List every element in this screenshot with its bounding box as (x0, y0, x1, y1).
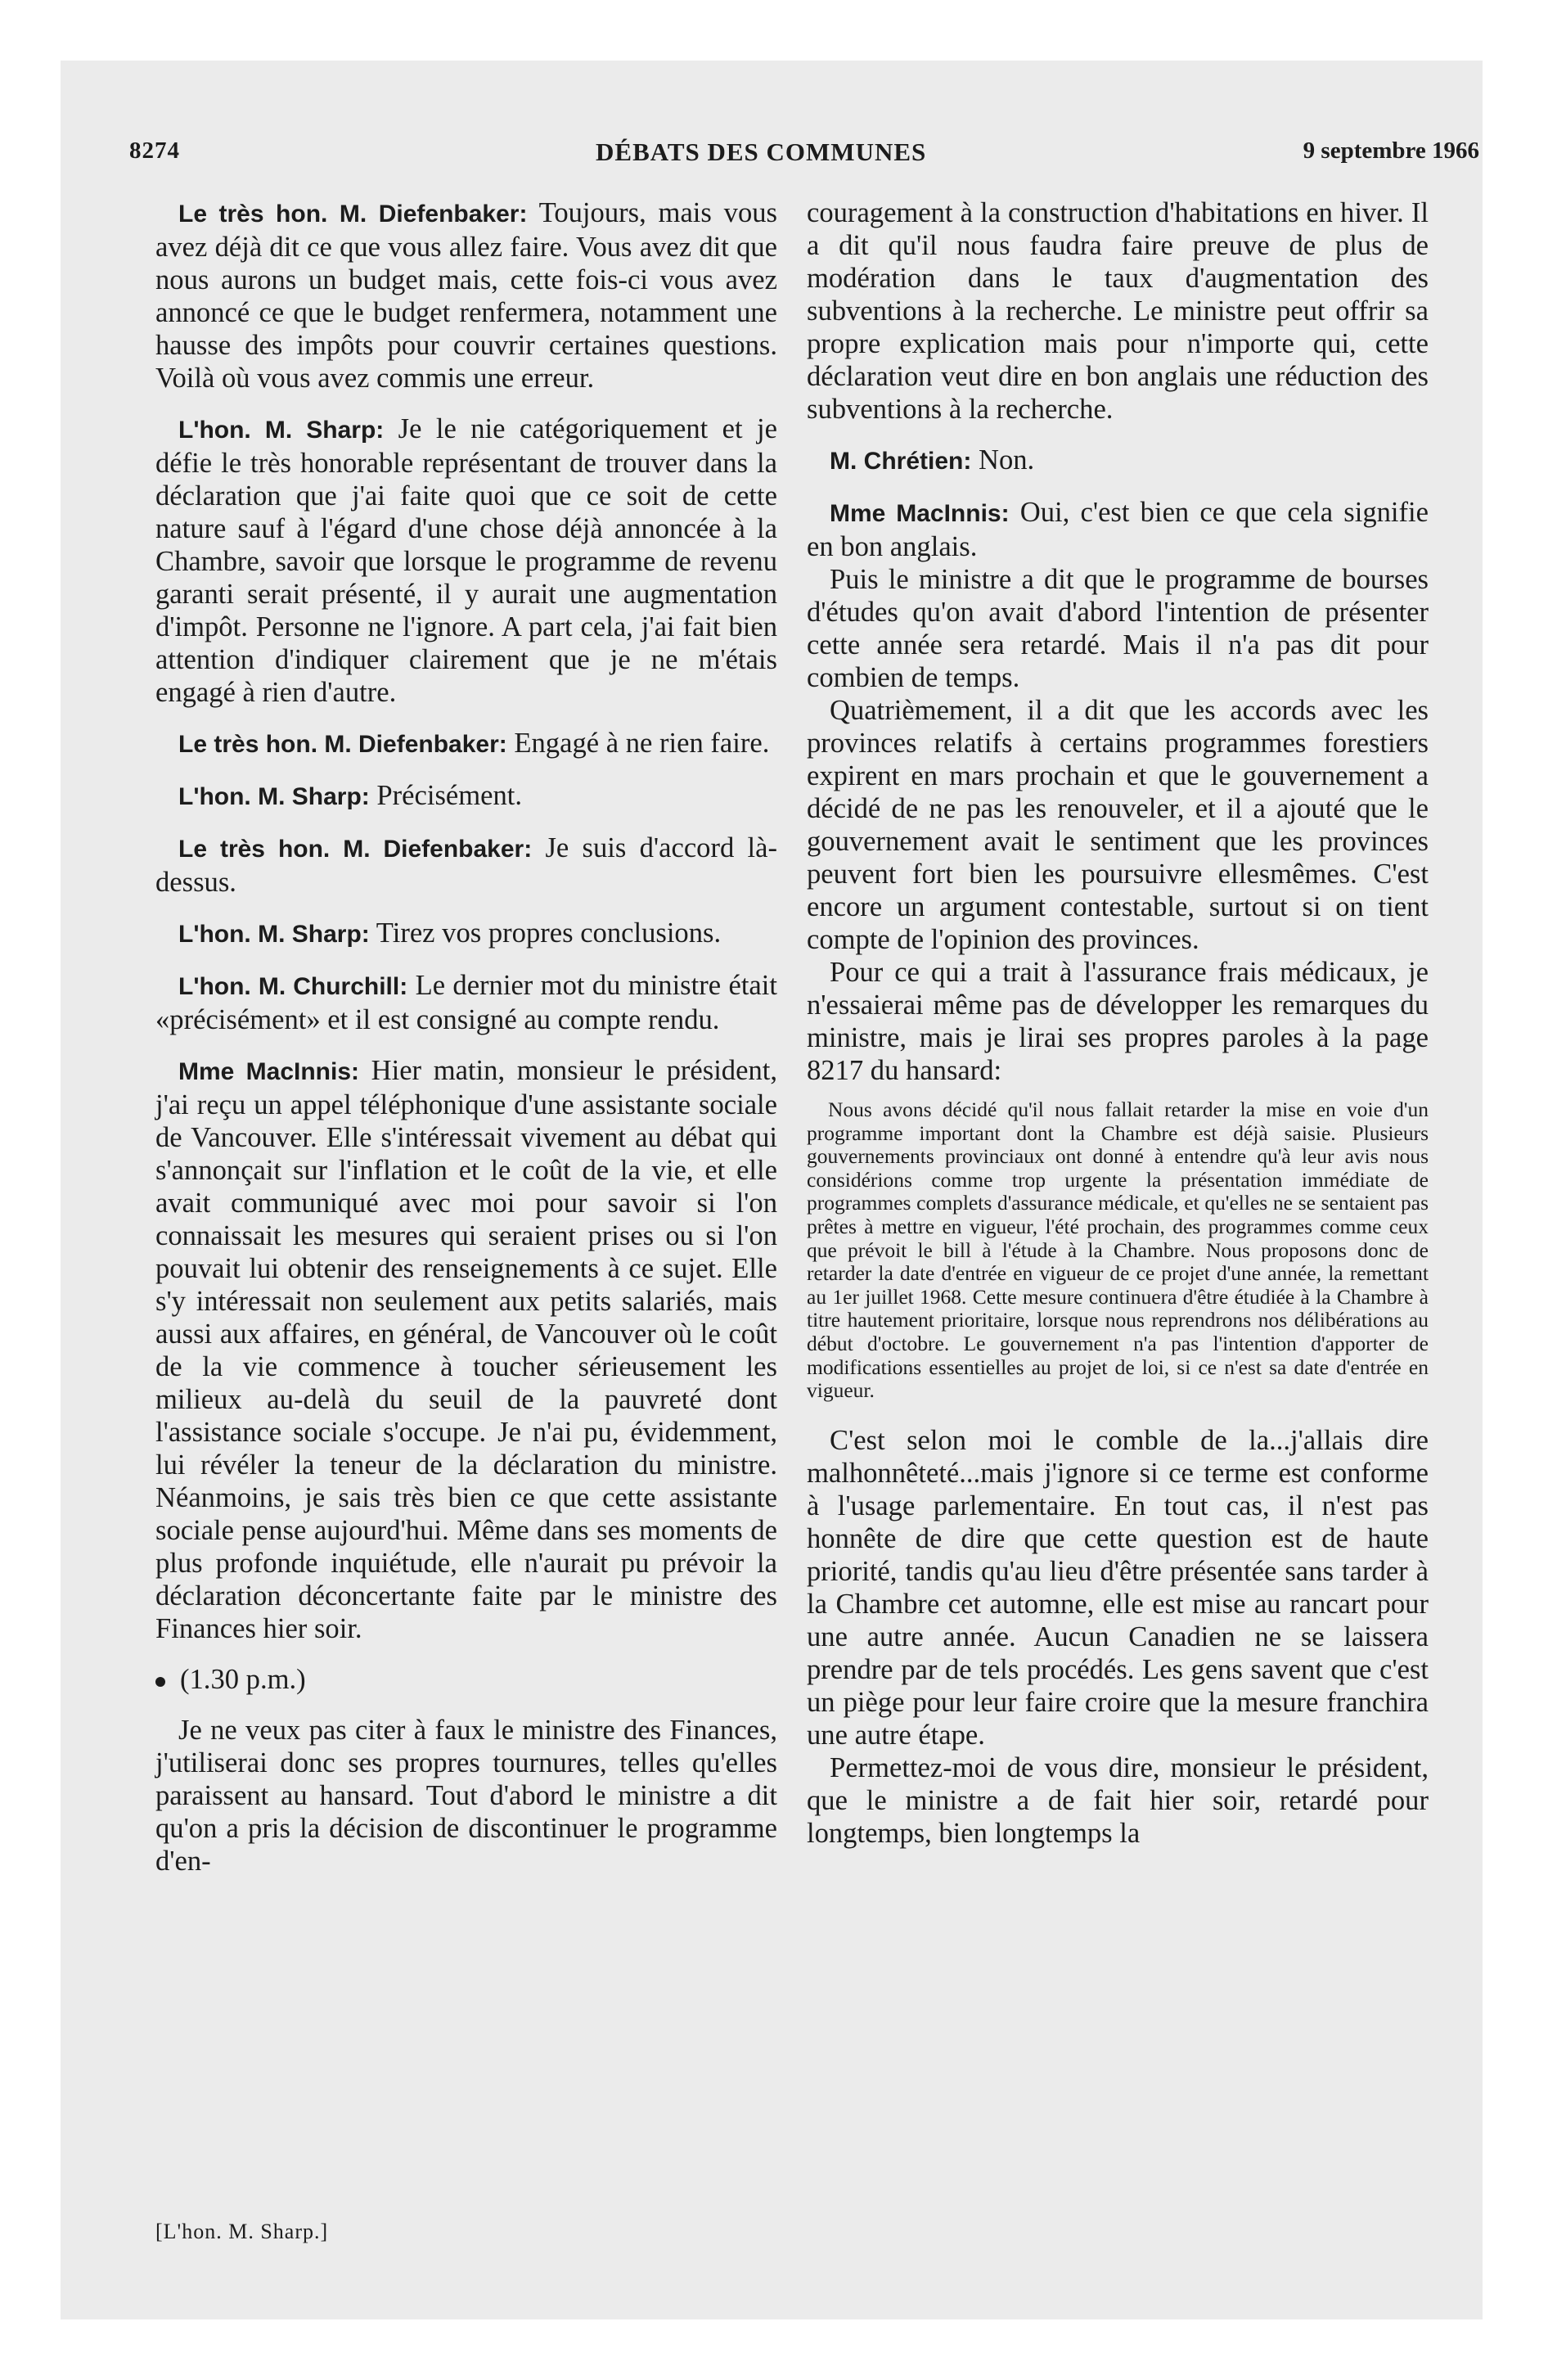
timestamp (155, 1663, 777, 1696)
speech-text: Je suis d'accord là-dessus. (155, 832, 777, 898)
speaker-name: M. Chrétien: (830, 448, 972, 475)
speaker-name: L'hon. M. Sharp: (178, 783, 370, 810)
paragraph: Permettez-moi de vous dire, monsieur le président, que le ministre a de fait hier soir, retardé pour longtemps, bien longtemps la (807, 1751, 1429, 1849)
speech (155, 412, 777, 709)
speaker-name: Le très hon. M. Diefenbaker: (178, 201, 528, 228)
speech (155, 727, 777, 761)
speaker-name: L'hon. M. Sharp: (178, 417, 385, 444)
page-title: DÉBATS DES COMMUNES (596, 137, 927, 166)
speech (155, 832, 777, 899)
speech (155, 969, 777, 1036)
speaker-name: L'hon. M. Churchill: (178, 973, 408, 1000)
paragraph-continued: couragement à la construction d'habitations en hiver. Il a dit qu'il nous faudra faire preuve de plus de modération dans le taux d'augmentation des subventions à la recherche. Le ministre peut offrir sa propre explication mais pour n'importe qui, cette déclaration veut dire en bon anglais une réduction des subventions à la recherche. (807, 197, 1429, 425)
speech-text: Engagé à ne rien faire. (506, 728, 770, 759)
speech-text: Le dernier mot du ministre était «précisément» et il est consigné au compte rendu. (155, 970, 777, 1035)
speech (155, 779, 777, 814)
speech (155, 196, 777, 394)
speech (155, 1054, 777, 1645)
right-column (807, 196, 1429, 1850)
bullet-icon (155, 1677, 165, 1687)
speaker-name: Mme MacInnis: (830, 500, 1010, 527)
speech-text: Tirez vos propres conclusions. (369, 917, 722, 949)
page-date: 9 septembre 1966 (1303, 137, 1479, 164)
left-column (155, 196, 777, 1895)
paragraph: Puis le ministre a dit que le programme de bourses d'études qu'on avait d'abord l'intention de présenter cette année sera retardé. Mais il n'a pas dit pour combien de temps. (807, 564, 1429, 693)
hansard-quote: Nous avons décidé qu'il nous fallait retarder la mise en voie d'un programme important dont la Chambre est déjà saisie. Plusieurs gouvernements provinciaux ont donné à entendre qu'à leur avis nous considérions comme trop urgente la présentation immédiate de programmes complets d'assurance médicale, et qu'elles ne se sentaient pas prêtes à mettre en vigueur, l'été prochain, des programmes comme ceux que prévoit le bill à l'étude à la Chambre. Nous proposons donc de retarder la date d'entrée en vigueur de ce projet d'une année, la remettant au 1er juillet 1968. Cette mesure continuera d'être étudiée à la Chambre à titre hautement prioritaire, lorsque nous reprendrons nos délibérations au début d'octobre. Le gouvernement n'a pas l'intention d'apporter de modifications essentielles au projet de loi, si ce n'est sa date d'entrée en vigueur. (807, 1098, 1429, 1403)
speaker-name: L'hon. M. Sharp: (178, 921, 370, 948)
paragraph: Quatrièmement, il a dit que les accords avec les provinces relatifs à certains programmes forestiers expirent en mars prochain et que le gouvernement a décidé de ne pas les renouveler, et il a ajouté que le gouvernement avait le sentiment que les provinces peuvent fort bien les poursuivre ellesmêmes. C'est encore un argument contestable, surtout si on tient compte de l'opinion des provinces. (807, 695, 1429, 955)
speech (155, 917, 777, 951)
speech-text: Hier matin, monsieur le président, j'ai reçu un appel téléphonique d'une assistante sociale de Vancouver. Elle s'intéressait vivement au débat qui s'annonçait sur l'inflation et le coût de la vie, et elle avait communiqué avec moi pour savoir si l'on connaissait les mesures qui seraient prises ou si l'on pouvait lui obtenir des renseignements à ce sujet. Elle s'y intéressait non seulement aux petits salariés, mais aussi aux affaires, en général, de Vancouver où le coût de la vie commence à toucher sérieusement les milieux au-delà du seuil de la pauvreté dont l'assistance sociale s'occupe. Je n'ai pu, évidemment, lui révéler la teneur de la déclaration du ministre. Néanmoins, je sais très bien ce que cette assistante sociale pense aujourd'hui. Même dans ses moments de plus profonde inquiétude, elle n'aurait pu prévoir la déclaration déconcertante faite par le ministre des Finances hier soir. (155, 1055, 777, 1644)
timestamp-text: (1.30 p.m.) (180, 1664, 306, 1695)
speech-text: Je le nie catégoriquement et je défie le très honorable représentant de trouver dans la déclaration que j'ai faite quoi que ce soit de cette nature sauf à l'égard d'une chose déjà annoncée à la Chambre, savoir que lorsque le programme de revenu garanti serait présenté, il y aurait une augmentation d'impôt. Personne ne l'ignore. A part cela, j'ai fait bien attention d'indiquer clairement que je ne m'étais engagé à rien d'autre. (155, 413, 777, 708)
paragraph: Pour ce qui a trait à l'assurance frais médicaux, je n'essaierai même pas de développer les remarques du ministre, mais je lirai ses propres paroles à la page 8217 du hansard: (807, 957, 1429, 1086)
paragraph: Je ne veux pas citer à faux le ministre des Finances, j'utiliserai donc ses propres tournures, telles qu'elles paraissent au hansard. Tout d'abord le ministre a dit qu'on a pris la décision de discontinuer le programme d'en- (155, 1715, 777, 1877)
speaker-name: Mme MacInnis: (178, 1058, 360, 1085)
speech (807, 444, 1429, 478)
speaker-name: Le très hon. M. Diefenbaker: (178, 836, 533, 863)
speech-text: Oui, c'est bien ce que cela signifie en bon anglais. (807, 497, 1429, 562)
footer-note: [L'hon. M. Sharp.] (155, 2220, 329, 2243)
speech (807, 496, 1429, 563)
paragraph: C'est selon moi le comble de la...j'allais dire malhonnêteté...mais j'ignore si ce terme est conforme à l'usage parlementaire. En tout cas, il n'est pas honnête de dire que cette question est de haute priorité, tandis qu'au lieu d'être présentée sans tarder à la Chambre cet automne, elle est mise au rancart pour une autre année. Aucun Canadien ne se laissera prendre par de tels procédés. Les gens savent que c'est un piège pour leur faire croire que la mesure franchira une autre étape. (807, 1424, 1429, 1751)
speech-text: Non. (971, 444, 1035, 476)
speech-text: Précisément. (369, 780, 523, 811)
page-number: 8274 (129, 137, 180, 164)
speaker-name: Le très hon. M. Diefenbaker: (178, 731, 507, 758)
speech-text: Toujours, mais vous avez déjà dit ce que vous allez faire. Vous avez dit que nous aurons un budget mais, cette fois-ci vous avez annoncé ce que le budget renfermera, notamment une hausse des impôts pour couvrir certaines questions. Voilà où vous avez commis une erreur. (155, 197, 777, 394)
